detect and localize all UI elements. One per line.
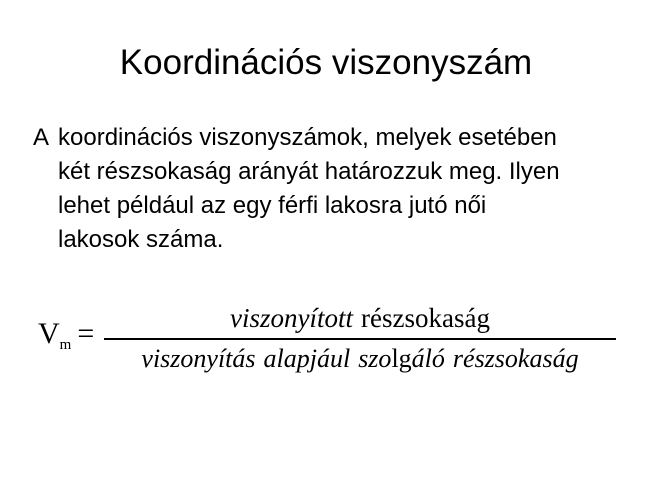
body-line-text: koordinációs viszonyszámok, melyek esetében	[58, 124, 557, 151]
body-line: két részsokaság arányát határozzuk meg. Ilyen	[58, 158, 560, 185]
numerator-word: részsokaság	[361, 303, 490, 333]
fraction-bar	[104, 338, 616, 340]
formula-numerator	[104, 301, 616, 335]
formula-subscript: m	[59, 337, 72, 353]
denominator-word: szo	[358, 344, 392, 373]
formula	[38, 300, 628, 380]
formula-symbol: V	[38, 317, 60, 350]
body-lead-letter: A	[33, 124, 50, 151]
body-line	[33, 121, 633, 155]
body-line: lakosok száma.	[58, 226, 224, 253]
body-line: lehet például az egy férfi lakosra jutó női	[58, 192, 487, 219]
denominator-word: lg	[391, 344, 412, 373]
denominator-word: alapjául	[263, 344, 351, 373]
denominator-word: viszonyítás	[141, 344, 256, 373]
numerator-word: viszonyított	[230, 303, 354, 333]
formula-lhs	[38, 314, 94, 365]
formula-fraction	[104, 300, 616, 380]
denominator-word: áló	[411, 344, 445, 373]
formula-denominator	[104, 342, 616, 376]
slide-title: Koordinációs viszonyszám	[119, 43, 533, 82]
formula-equals-sign: =	[77, 317, 95, 350]
denominator-word: részsokaság	[452, 344, 579, 373]
body-paragraph	[33, 121, 633, 257]
